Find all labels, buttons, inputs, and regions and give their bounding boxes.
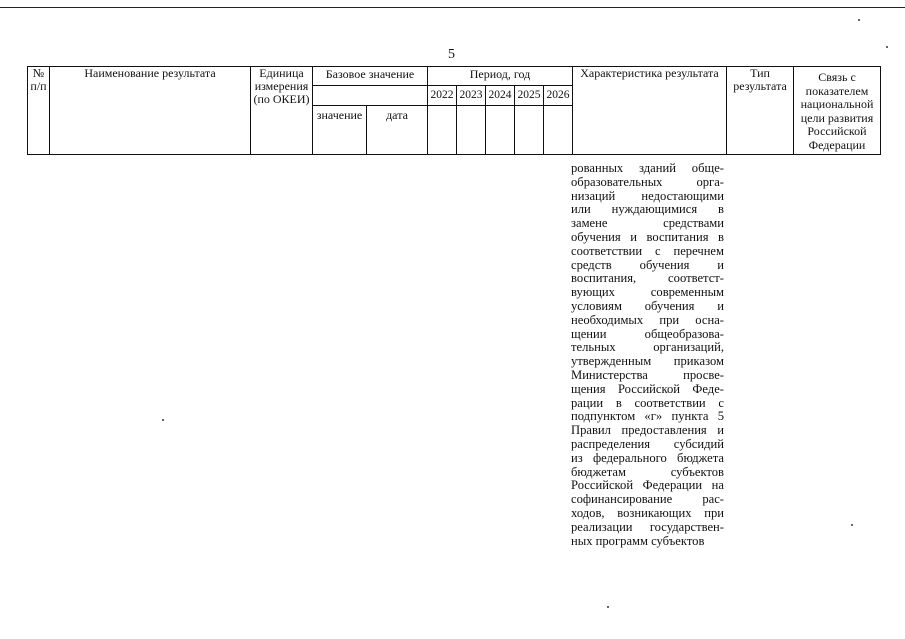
col-characteristic-header: Характеристика результата <box>573 67 727 155</box>
characteristic-line: средств обучения и <box>571 257 724 272</box>
characteristic-line: рации в соответствии с <box>571 395 724 410</box>
characteristic-line: распределения субсидий <box>571 436 724 451</box>
characteristic-line: рованных зданий обще- <box>571 161 724 175</box>
characteristic-line: из федерального бюджета <box>571 450 724 465</box>
characteristic-line: низаций недостающими <box>571 188 724 203</box>
scan-speck <box>858 19 860 21</box>
characteristic-line: соответствии с перечнем <box>571 243 724 258</box>
characteristic-line: тельных организаций, <box>571 340 724 355</box>
characteristic-line: щении общеобразова- <box>571 326 724 341</box>
characteristic-line: вующих современным <box>571 285 724 300</box>
characteristic-line: ходов, возникающих при <box>571 505 724 520</box>
year-header: 2024 <box>486 86 515 106</box>
characteristic-line: софинансирование рас- <box>571 492 724 507</box>
characteristic-line: Российской Федерации на <box>571 478 724 493</box>
col-period-header: Период, год <box>428 67 573 86</box>
col-type-header: Тип результата <box>727 67 794 155</box>
col-num-header: № п/п <box>28 67 50 155</box>
col-unit-header: Единица измерения (по ОКЕИ) <box>251 67 313 155</box>
characteristic-line: бюджетам субъектов <box>571 464 724 479</box>
scan-speck <box>886 46 888 48</box>
characteristic-line: замене средствами <box>571 216 724 231</box>
scan-speck <box>851 524 853 526</box>
col-link-header: Связь с показателем национальной цели развития Российской Федерации <box>794 67 881 155</box>
year-header: 2026 <box>544 86 573 106</box>
top-rule <box>0 7 905 8</box>
year-header: 2025 <box>515 86 544 106</box>
characteristic-line: условиям обучения и <box>571 298 724 313</box>
results-table-header <box>27 66 881 155</box>
page-number: 5 <box>448 47 455 62</box>
scan-speck <box>607 606 609 608</box>
characteristic-text <box>571 162 724 548</box>
characteristic-line: или нуждающимися в <box>571 202 724 217</box>
col-name-header: Наименование результата <box>50 67 251 155</box>
characteristic-line: необходимых при осна- <box>571 312 724 327</box>
col-base-value-header: значение <box>313 106 367 155</box>
year-header: 2022 <box>428 86 457 106</box>
characteristic-line: Министерства просве- <box>571 367 724 382</box>
characteristic-line: Правил предоставления и <box>571 423 724 438</box>
characteristic-line: воспитания, соответст- <box>571 271 724 286</box>
col-base-header: Базовое значение <box>313 67 428 86</box>
col-base-date-header: дата <box>367 106 428 155</box>
characteristic-line: образовательных орга- <box>571 174 724 189</box>
characteristic-line: реализации государствен- <box>571 519 724 534</box>
characteristic-line: утвержденным приказом <box>571 354 724 369</box>
year-header: 2023 <box>457 86 486 106</box>
characteristic-line: обучения и воспитания в <box>571 229 724 244</box>
characteristic-line: ных программ субъектов <box>571 533 705 548</box>
characteristic-line: щения Российской Феде- <box>571 381 724 396</box>
scan-speck <box>162 419 164 421</box>
characteristic-line: подпунктом «г» пункта 5 <box>571 409 724 424</box>
